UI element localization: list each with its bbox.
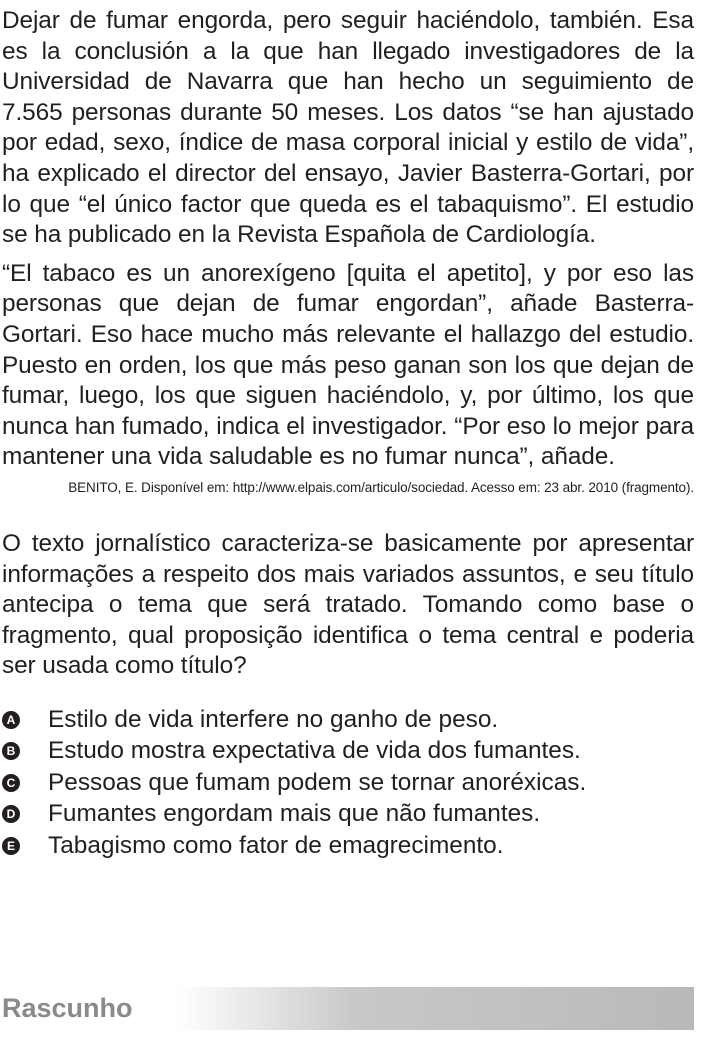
option-e-letter-badge: E bbox=[2, 837, 20, 855]
article-paragraph-2: “El tabaco es un anorexígeno [quita el apetito], y por eso las personas que dejan de fumar engordan”, añade Basterra-Gortari. Eso hace mucho más relevante el hallazgo del estudio. Puesto en orden, los que más peso ganan son los que dejan de fumar, luego, los que siguen haciéndolo, y, por último, los que nunca han fumado, indica el investigador. “Por eso lo mejor para mantener una vida saludable es no fumar nunca”, añade. bbox=[2, 259, 694, 471]
option-d-letter-badge: D bbox=[2, 805, 20, 823]
option-b-text: Estudo mostra expectativa de vida dos fumantes. bbox=[48, 737, 581, 765]
option-b-letter-badge: B bbox=[2, 742, 20, 760]
article-paragraph-1: Dejar de fumar engorda, pero seguir haciéndolo, también. Esa es la conclusión a la que han llegado investigadores de la Universidad de Navarra que han hecho un seguimiento de 7.565 personas durante 50 meses. Los datos “se han ajustado por edad, sexo, índice de masa corporal inicial y estilo de vida”, ha explicado el director del ensayo, Javier Basterra-Gortari, por lo que “el único factor que queda es el tabaquismo”. El estudio se ha publicado en la Revista Española de Cardiología. bbox=[2, 7, 694, 249]
document-page bbox=[2, 6, 694, 862]
rascunho-label: Rascunho bbox=[2, 993, 133, 1023]
option-e-text: Tabagismo como fator de emagrecimento. bbox=[48, 832, 504, 860]
option-e[interactable] bbox=[2, 830, 694, 862]
option-a-text: Estilo de vida interfere no ganho de peso. bbox=[48, 705, 499, 733]
option-c[interactable] bbox=[2, 767, 694, 799]
option-b[interactable] bbox=[2, 735, 694, 767]
question-stem: O texto jornalístico caracteriza-se basicamente por apresentar informações a respeito dos mais variados assuntos, e seu título antecipa o tema que será tratado. Tomando como base o fragmento, qual proposição identifica o tema central e poderia ser usada como título? bbox=[2, 529, 694, 680]
option-a[interactable] bbox=[2, 704, 694, 736]
option-d[interactable] bbox=[2, 799, 694, 831]
answer-options bbox=[2, 704, 694, 862]
option-c-letter-badge: C bbox=[2, 774, 20, 792]
option-d-text: Fumantes engordam mais que não fumantes. bbox=[48, 800, 541, 828]
article-source: BENITO, E. Disponível em: http://www.elpais.com/articulo/sociedad. Acesso em: 23 abr. 2010 (fragmento). bbox=[68, 479, 694, 495]
rascunho-bar bbox=[0, 987, 694, 1030]
option-a-letter-badge: A bbox=[2, 711, 20, 729]
rascunho-gradient-band bbox=[176, 987, 694, 1030]
option-c-text: Pessoas que fumam podem se tornar anoréxicas. bbox=[48, 768, 587, 796]
